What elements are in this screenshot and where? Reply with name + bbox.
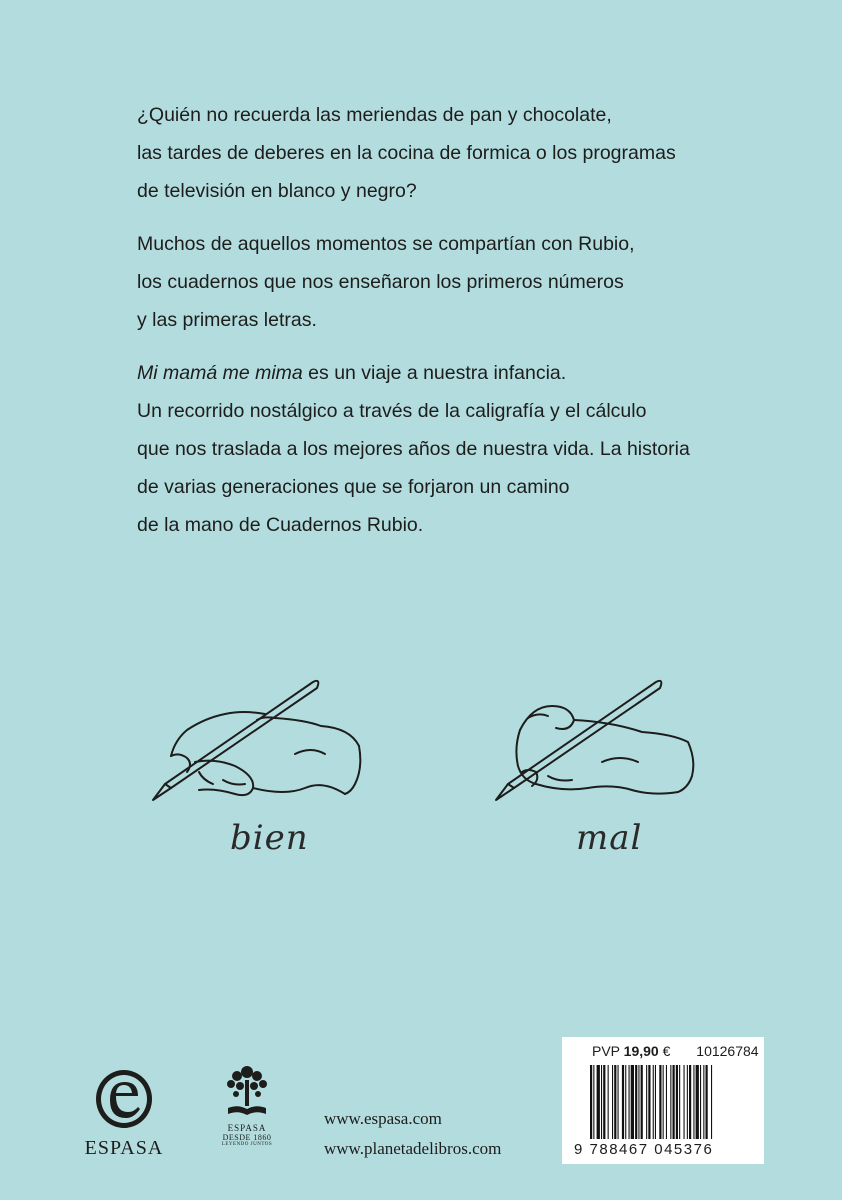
- barcode-bar: [670, 1065, 671, 1139]
- blurb-paragraph-2: [137, 225, 777, 339]
- barcode-bar: [700, 1065, 701, 1139]
- barcode-bar: [601, 1065, 602, 1139]
- barcode-bar: [608, 1065, 609, 1139]
- barcode-bar: [663, 1065, 664, 1139]
- isbn-barcode: [590, 1065, 750, 1139]
- barcode-bar: [593, 1065, 594, 1139]
- espasa-tree-logo: [214, 1062, 280, 1147]
- label-correct: bien: [230, 818, 309, 858]
- currency-symbol: €: [662, 1043, 671, 1059]
- blurb-paragraph-1: [137, 96, 777, 210]
- barcode-bar: [603, 1065, 605, 1139]
- barcode-bar: [696, 1065, 699, 1139]
- barcode-bar: [689, 1065, 691, 1139]
- barcode-bar: [597, 1065, 600, 1139]
- barcode-bar: [687, 1065, 688, 1139]
- barcode-bar: [655, 1065, 656, 1139]
- product-code: 10126784: [696, 1043, 759, 1059]
- tree-book-emblem-icon: [222, 1062, 272, 1118]
- barcode-bar: [679, 1065, 680, 1139]
- barcode-bar: [629, 1065, 630, 1139]
- blurb-line: de televisión en blanco y negro?: [137, 180, 417, 202]
- hand-incorrect-grip-illustration: [492, 676, 702, 806]
- barcode-bar: [625, 1065, 626, 1139]
- url-planetadelibros[interactable]: www.planetadelibros.com: [324, 1139, 502, 1158]
- blurb-line: Un recorrido nostálgico a través de la caligrafía y el cálculo: [137, 400, 647, 422]
- barcode-bar: [706, 1065, 708, 1139]
- barcode-bar: [635, 1065, 637, 1139]
- barcode-bar: [638, 1065, 639, 1139]
- barcode-bar: [711, 1065, 712, 1139]
- barcode-bar: [673, 1065, 675, 1139]
- blurb-line-rest: es un viaje a nuestra infancia.: [302, 362, 567, 384]
- label-incorrect: mal: [576, 818, 643, 858]
- barcode-bar: [590, 1065, 592, 1139]
- blurb-line: de varias generaciones que se forjaron un camino: [137, 476, 570, 498]
- blurb-line: las tardes de deberes en la cocina de formica o los programas: [137, 142, 676, 164]
- barcode-bar: [614, 1065, 616, 1139]
- price-value: 19,90: [623, 1043, 659, 1059]
- barcode-bar: [631, 1065, 634, 1139]
- barcode-bar: [648, 1065, 650, 1139]
- barcode-bar: [666, 1065, 667, 1139]
- barcode-bar: [703, 1065, 704, 1139]
- blurb-line: [137, 354, 777, 392]
- blurb-line: que nos traslada a los mejores años de nuestra vida. La historia: [137, 438, 690, 460]
- tree-logo-motto: LEYENDO JUNTOS: [221, 1142, 273, 1147]
- barcode-bar: [612, 1065, 613, 1139]
- tree-logo-since: DESDE 1860: [222, 1133, 272, 1142]
- blurb-paragraph-3: [137, 354, 777, 544]
- espasa-logo: [78, 1068, 170, 1160]
- barcode-box: [562, 1037, 764, 1164]
- barcode-bar: [653, 1065, 654, 1139]
- blurb-line: ¿Quién no recuerda las meriendas de pan y chocolate,: [137, 104, 612, 126]
- barcode-bar: [693, 1065, 694, 1139]
- price-row: [592, 1043, 759, 1059]
- blurb-line: de la mano de Cuadernos Rubio.: [137, 514, 424, 536]
- tree-logo-text: ESPASA: [227, 1123, 267, 1133]
- barcode-bar: [641, 1065, 643, 1139]
- blurb-line: Muchos de aquellos momentos se compartían con Rubio,: [137, 233, 635, 255]
- barcode-bar: [659, 1065, 661, 1139]
- pvp-label: PVP: [592, 1043, 620, 1059]
- blurb-line: y las primeras letras.: [137, 309, 317, 331]
- barcode-bar: [618, 1065, 619, 1139]
- barcode-bar: [684, 1065, 685, 1139]
- barcode-bar: [676, 1065, 678, 1139]
- book-title: Mi mamá me mima: [137, 362, 303, 384]
- url-espasa[interactable]: www.espasa.com: [324, 1109, 442, 1128]
- hand-correct-grip-illustration: [145, 676, 370, 806]
- barcode-bar: [646, 1065, 647, 1139]
- blurb-line: los cuadernos que nos enseñaron los primeros números: [137, 271, 624, 293]
- back-cover-blurb: [137, 96, 777, 559]
- barcode-bar: [622, 1065, 624, 1139]
- isbn-number: 9 788467 045376: [574, 1141, 714, 1158]
- espasa-logo-text: ESPASA: [84, 1137, 164, 1159]
- espasa-e-emblem-icon: [94, 1068, 154, 1130]
- publisher-urls: [324, 1104, 501, 1164]
